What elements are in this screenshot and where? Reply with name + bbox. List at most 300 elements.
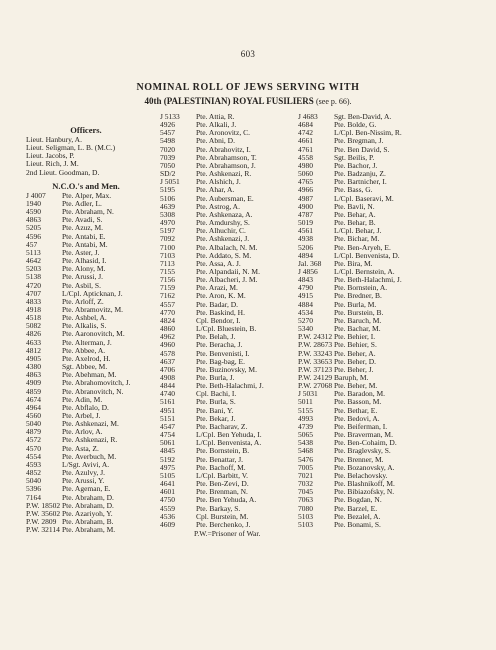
rank-and-name: Pte. Aron, K. M.: [196, 291, 246, 301]
service-number: 4909: [26, 378, 41, 388]
rank-and-name: Pte. Arloff, Z.: [62, 296, 104, 306]
nco-list-1: [26, 192, 146, 535]
rank-and-name: Pte. Aaronovitch, M.: [62, 329, 125, 339]
service-number: 4601: [160, 487, 175, 497]
service-number: 4559: [160, 503, 175, 513]
service-number: 5155: [298, 405, 313, 415]
rank-and-name: Pte. Antabi, E.: [62, 231, 106, 241]
rank-and-name: Pte. Bozanovsky, A.: [334, 462, 395, 472]
service-number: 4962: [160, 332, 175, 342]
service-number: 4863: [26, 215, 41, 225]
rank-and-name: Pte. Baradon, M.: [334, 389, 386, 399]
service-number: 5019: [298, 218, 313, 228]
rank-and-name: Pte. Bass, G.: [334, 185, 373, 195]
rank-and-name: Pte. Bekar, J.: [196, 413, 236, 423]
rank-and-name: Pte. Bacharav, Z.: [196, 421, 248, 431]
rank-and-name: Pte. Ben David, S.: [334, 144, 390, 154]
service-number: 5061: [160, 438, 175, 448]
rank-and-name: Cpl. Bachi, I.: [196, 389, 237, 399]
rank-and-name: Pte. Adin, M.: [62, 394, 103, 404]
rank-and-name: Pte. Abraham, D.: [62, 492, 114, 502]
rank-and-name: Pte. Astrog, A.: [196, 201, 240, 211]
service-number: 4593: [26, 459, 41, 469]
rank-and-name: Pte. Behar, B.: [334, 218, 376, 228]
service-number: 4993: [298, 413, 313, 423]
rank-and-name: Pte. Berchenko, J.: [196, 519, 251, 529]
rank-and-name: Pte. Antabi, M.: [62, 239, 108, 249]
officer-entry: Lieut. Jacobs, P.: [26, 151, 75, 161]
rank-and-name: Pte. Beiferman, I.: [334, 421, 388, 431]
rank-and-name: Pte. Azulvy, J.: [62, 468, 106, 478]
rank-and-name: L/Cpl. Bernstein, A.: [334, 266, 395, 276]
rank-and-name: Pte. Ahar, A.: [196, 185, 235, 195]
service-number: 7021: [298, 470, 313, 480]
rank-and-name: Pte. Bichar, M.: [334, 234, 380, 244]
rank-and-name: Pte. Ashkenazi, R.: [196, 169, 252, 179]
service-number: J 5133: [160, 112, 180, 121]
service-number: 4826: [26, 329, 41, 339]
service-number: 4960: [160, 340, 175, 350]
service-number: 457: [26, 239, 38, 249]
rank-and-name: Pte. Abramovitz, M.: [62, 304, 124, 314]
service-number: 7080: [298, 503, 313, 513]
rank-and-name: Pte. Aubersman, E.: [196, 193, 254, 203]
service-number: 4590: [26, 207, 41, 217]
rank-and-name: Pte. Abflalo, D.: [62, 402, 109, 412]
service-number: 4639: [160, 201, 175, 211]
rank-and-name: Pte. Abehman, M.: [62, 370, 117, 380]
roll-column-3: [298, 113, 402, 529]
service-number: 4642: [26, 256, 41, 266]
officer-entry: Lieut. Rich, J. M.: [26, 159, 79, 169]
rank-and-name: Pte. Alkali, J.: [196, 120, 237, 130]
service-number: J 5051: [160, 177, 180, 187]
service-number: 4742: [298, 128, 313, 138]
roll-column-1: [26, 113, 146, 534]
rank-and-name: L/Cpl. Barbitt, V.: [196, 470, 249, 480]
service-number: 4380: [26, 362, 41, 372]
rank-and-name: Pte. Ashkenazi, J.: [196, 234, 250, 244]
service-number: 5060: [298, 169, 313, 179]
rank-and-name: Pte. Beher, M.: [334, 381, 378, 391]
service-number: 4787: [298, 209, 313, 219]
rank-and-name: Pte. Bedovi, A.: [334, 413, 380, 423]
service-number: 5106: [160, 193, 175, 203]
service-number: 7039: [160, 152, 175, 162]
service-number: P.W. 35602: [26, 508, 61, 518]
rank-and-name: Pte. Burstein, B.: [334, 307, 384, 317]
service-number: 4852: [26, 468, 41, 478]
service-number: 5192: [160, 454, 175, 464]
roll-column-2: [160, 113, 264, 538]
service-number: 4863: [26, 370, 41, 380]
service-number: 4561: [298, 226, 313, 236]
service-number: 4674: [26, 394, 41, 404]
service-number: 4547: [160, 421, 175, 431]
service-number: 4572: [26, 435, 41, 445]
service-number: 4536: [160, 511, 175, 521]
rank-and-name: Pte. Beher, J.: [334, 364, 374, 374]
rank-and-name: Pte. Braverman, M.: [334, 430, 393, 440]
service-number: 4844: [160, 381, 175, 391]
service-number: 4833: [26, 296, 41, 306]
rank-and-name: Pte. Bregman, J.: [334, 136, 384, 146]
service-number: 4951: [160, 405, 175, 415]
rank-and-name: Pte. Behier, S.: [334, 340, 377, 350]
service-number: 4845: [160, 446, 175, 456]
service-number: 7155: [160, 266, 175, 276]
rank-and-name: Pte. Burla, S.: [196, 397, 236, 407]
service-number: 4518: [26, 313, 41, 323]
service-number: 7005: [298, 462, 313, 472]
rank-and-name: Pte. Arbel, J.: [62, 411, 101, 420]
service-number: J 5031: [298, 389, 318, 399]
service-number: 4578: [160, 348, 175, 358]
rank-and-name: Pte. Addato, S. M.: [196, 250, 252, 260]
rank-and-name: Pte. Ben Yehuda, A.: [196, 495, 257, 505]
service-number: 4706: [160, 364, 175, 374]
rank-and-name: Sgt. Beilis, P.: [334, 152, 375, 162]
service-number: 5206: [298, 242, 313, 252]
rank-and-name: Pte. Azariyoh, Y.: [62, 508, 113, 518]
rank-and-name: Pte. Bachar, M.: [334, 324, 381, 334]
rank-and-name: L/Cpl. Bluestein, B.: [196, 324, 257, 334]
rank-and-name: Pte. Beher, A.: [334, 348, 376, 358]
service-number: 5105: [160, 470, 175, 480]
service-number: P.W. 18502: [26, 500, 61, 510]
rank-and-name: Pte. Bartnicher, I.: [334, 177, 387, 187]
service-number: 1940: [26, 198, 41, 208]
rank-and-name: Pte. Alhuchir, C.: [196, 226, 246, 236]
service-number: SD/2: [160, 169, 176, 179]
service-number: 4633: [26, 337, 41, 347]
service-number: P.W. 27068: [298, 381, 333, 391]
service-number: 7020: [160, 144, 175, 154]
rank-and-name: Pte. Benvenisti, I.: [196, 348, 250, 358]
rank-and-name: Pte. Attia, R.: [196, 112, 235, 121]
rank-and-name: Pte. Abrahamson, J.: [196, 160, 256, 170]
service-number: 4740: [160, 389, 175, 399]
service-number: J 4007: [26, 190, 46, 200]
service-number: 4560: [26, 411, 41, 420]
rank-and-name: Pte. Alony, M.: [62, 264, 106, 274]
rank-and-name: Pte. Bira, M.: [334, 258, 373, 268]
rank-and-name: Pte. Bibiazofsky, N.: [334, 487, 395, 497]
service-number: 4894: [298, 250, 313, 260]
rank-and-name: Pte. Alper, Max.: [62, 190, 112, 200]
service-number: 4884: [298, 299, 313, 309]
service-number: P.W. 24312: [298, 332, 333, 342]
service-number: 5151: [160, 413, 175, 423]
service-number: 5468: [298, 446, 313, 456]
rank-and-name: Pte. Abraham, M.: [62, 525, 116, 535]
service-number: 5203: [26, 264, 41, 274]
service-number: 4596: [26, 231, 41, 241]
roll-entry: [26, 526, 146, 534]
rank-and-name: Pte. Burla, J.: [196, 373, 235, 382]
rank-and-name: Pte. Aster, J.: [62, 247, 100, 257]
rank-and-name: Pte. Amdurshy, S.: [196, 218, 250, 228]
service-number: Jal. 368: [298, 258, 322, 268]
rank-and-name: Pte. Azuz, M.: [62, 223, 104, 233]
service-number: 5476: [298, 454, 313, 464]
service-number: 4915: [298, 291, 313, 301]
rank-and-name: Pte. Bornstein, A.: [334, 283, 388, 293]
service-number: 4926: [160, 120, 175, 130]
service-number: 4739: [298, 421, 313, 431]
rank-and-name: Pte. Beth-Halachmi, J.: [196, 381, 264, 391]
rank-and-name: L/Cpl. Apticknan, J.: [62, 288, 123, 298]
rank-and-name: Pte. Averbuch, M.: [62, 451, 117, 461]
service-number: 5270: [298, 315, 313, 325]
rank-and-name: Pte. Bag-bag, E.: [196, 356, 245, 366]
service-number: 4843: [298, 275, 313, 285]
service-number: 4905: [26, 353, 41, 363]
rank-and-name: Pte. Beracha, J.: [196, 340, 243, 350]
rank-and-name: Pte. Ben-Aryeh, E.: [334, 242, 391, 252]
service-number: J 4683: [298, 112, 318, 121]
rank-and-name: Pte. Ashkenazi, R.: [62, 435, 118, 445]
service-number: 4975: [160, 462, 175, 472]
rank-and-name: Pte. Basson, M.: [334, 397, 382, 407]
rank-and-name: Sgt. Ben-David, A.: [334, 112, 392, 121]
service-number: 7032: [298, 479, 313, 489]
roll-subtitle-line: [0, 96, 496, 106]
rank-and-name: Pte. Arussi, Y.: [62, 476, 105, 486]
service-number: 4557: [160, 299, 175, 309]
officers-list: [26, 136, 146, 177]
rank-and-name: Pte. Beher, D.: [334, 356, 376, 366]
page-reference: (see p. 66).: [316, 97, 352, 106]
nco-list-3: [298, 113, 402, 529]
rank-and-name: Pte. Bornstein, B.: [196, 446, 250, 456]
rank-and-name: Pte. Ben-Cohaim, D.: [334, 438, 397, 448]
service-number: 4970: [160, 218, 175, 228]
rank-and-name: Sgt. Abbee, M.: [62, 362, 108, 372]
service-number: P.W. 24129: [298, 373, 333, 382]
service-number: 5103: [298, 511, 313, 521]
service-number: 7164: [26, 492, 41, 502]
rank-and-name: Pte. Bogdan, N.: [334, 495, 382, 505]
roll-title: NOMINAL ROLL OF JEWS SERVING WITH: [136, 82, 360, 93]
rank-and-name: Pte. Ashkenaza, A.: [196, 209, 253, 219]
rank-and-name: Pte. Bolde, G.: [334, 120, 377, 130]
rank-and-name: Pte. Bavli, N.: [334, 201, 375, 211]
service-number: 7050: [160, 160, 175, 170]
service-number: 5103: [298, 519, 313, 529]
service-number: 5457: [160, 128, 175, 138]
rank-and-name: Pte. Albacheri, J. M.: [196, 275, 258, 285]
roll-entry: [160, 521, 264, 529]
rank-and-name: Pte. Badar, D.: [196, 299, 238, 309]
service-number: 4964: [26, 402, 41, 412]
service-number: 4641: [160, 479, 175, 489]
rank-and-name: Pte. Albalach, N. M.: [196, 242, 258, 252]
service-number: P.W. 2809: [26, 517, 57, 527]
service-number: 7113: [160, 258, 175, 268]
rank-and-name: Pte. Buzinovsky, M.: [196, 364, 257, 374]
service-number: 5065: [298, 430, 313, 440]
service-number: 5205: [26, 223, 41, 233]
service-number: 7063: [298, 495, 313, 505]
service-number: 4812: [26, 345, 41, 355]
rank-and-name: Pte. Ageman, E.: [62, 484, 111, 494]
service-number: 4908: [160, 373, 175, 382]
rank-and-name: Pte. Abrahovitz, I.: [196, 144, 251, 154]
rank-and-name: Pte. Barzel, E.: [334, 503, 378, 513]
rank-and-name: Pte. Beth-Halachmi, J.: [334, 275, 402, 285]
service-number: 7103: [160, 250, 175, 260]
service-number: 7162: [160, 291, 175, 301]
service-number: P.W. 32114: [26, 525, 60, 535]
service-number: 7159: [160, 283, 175, 293]
rank-and-name: Pte. Arlov, A.: [62, 427, 103, 437]
rank-and-name: Pte. Asbil, S.: [62, 280, 101, 290]
rank-and-name: Pte. Adler, L.: [62, 198, 102, 208]
nco-list-2: [160, 113, 264, 529]
rank-and-name: Pte. Bachoff, M.: [196, 462, 246, 472]
service-number: 5438: [298, 438, 313, 448]
service-number: 7045: [298, 487, 313, 497]
officer-entry: Lieut. Seligman, L. B. (M.C.): [26, 143, 116, 153]
rank-and-name: L/Cpl. Ben-Nissim, R.: [334, 128, 402, 138]
service-number: 5197: [160, 226, 175, 236]
rank-and-name: Pte. Avadi, S.: [62, 215, 103, 225]
rank-and-name: Pte. Arazi, M.: [196, 283, 238, 293]
page-number: 603: [240, 49, 256, 59]
service-number: P.W. 28673: [298, 340, 333, 350]
rank-and-name: Pte. Bani, Y.: [196, 405, 234, 415]
rank-and-name: L/Cpl. Benvenista, D.: [334, 250, 400, 260]
service-number: 5113: [26, 247, 41, 257]
service-number: 4750: [160, 495, 175, 505]
service-number: 4765: [298, 177, 313, 187]
rank-and-name: Pte. Ben-Zevi, D.: [196, 479, 249, 489]
rank-and-name: Pte. Bezalel, A.: [334, 511, 381, 521]
rank-and-name: Pte. Benattar, J.: [196, 454, 243, 464]
rank-and-name: Pte. Alterman, J.: [62, 337, 112, 347]
service-number: 4770: [160, 307, 175, 317]
rank-and-name: Pte. Alshich, J.: [196, 177, 241, 187]
roll-subtitle: 40th (PALESTINIAN) ROYAL FUSILIERS: [144, 96, 314, 106]
officer-entry: Lieut. Hanbury, A.: [26, 135, 82, 144]
rank-and-name: L/Sgt. Avivi, A.: [62, 459, 110, 469]
rank-and-name: Pte. Aronovitz, C.: [196, 128, 250, 138]
rank-and-name: Pte. Abrahomovitch, J.: [62, 378, 131, 388]
rank-and-name: Pte. Alhasid, I.: [62, 256, 107, 266]
service-number: 4661: [298, 136, 313, 146]
service-number: 4879: [26, 427, 41, 437]
service-number: 4637: [160, 356, 175, 366]
service-number: 5498: [160, 136, 175, 146]
rank-and-name: Pte. Bredner, B.: [334, 291, 382, 301]
service-number: 4966: [298, 185, 313, 195]
service-number: 5011: [298, 397, 313, 407]
service-number: 4707: [26, 288, 41, 298]
service-number: 5340: [298, 324, 313, 334]
rank-and-name: L/Cpl. Benvenista, A.: [196, 438, 262, 448]
nco-heading: N.C.O.'s and Men.: [52, 180, 120, 191]
rank-and-name: Pte. Brenman, N.: [196, 487, 248, 497]
rank-and-name: Pte. Barkay, S.: [196, 503, 241, 513]
rank-and-name: Pte. Bachor, J.: [334, 160, 378, 170]
service-number: 5040: [26, 419, 41, 429]
rank-and-name: Pte. Abraham, D.: [62, 500, 114, 510]
service-number: 4558: [298, 152, 313, 162]
service-number: 4938: [298, 234, 313, 244]
pw-note: P.W.=Prisoner of War.: [194, 528, 261, 538]
rank-and-name: Pte. Abrahamson, T.: [196, 152, 257, 162]
rank-and-name: Pte. Abraham, N.: [62, 207, 114, 217]
rank-and-name: L/Cpl. Ben Yehuda, I.: [196, 430, 262, 440]
service-number: 5308: [160, 209, 175, 219]
service-number: 4859: [26, 386, 41, 396]
rank-and-name: Pte. Baskind, H.: [196, 307, 245, 317]
rank-and-name: Pte. Burla, M.: [334, 299, 377, 309]
service-number: 4918: [26, 304, 41, 314]
rank-and-name: Pte. Badzanju, Z.: [334, 169, 386, 179]
rank-and-name: Pte. Abraham, B.: [62, 517, 114, 527]
service-number: P.W. 33243: [298, 348, 333, 358]
rank-and-name: Pte. Arussi, J.: [62, 272, 104, 282]
service-number: 4761: [298, 144, 313, 154]
service-number: P.W. 33653: [298, 356, 333, 366]
service-number: 7092: [160, 234, 175, 244]
service-number: 4790: [298, 283, 313, 293]
service-number: J 4856: [298, 266, 318, 276]
officer-entry: 2nd Lieut. Goodman, D.: [26, 167, 100, 177]
rank-and-name: Baruph, M.: [334, 373, 369, 382]
rank-and-name: Pte. Asta, Z.: [62, 443, 99, 453]
service-number: 4980: [298, 160, 313, 170]
rank-and-name: Pte. Bonami, S.: [334, 519, 381, 529]
rank-and-name: Pte. Belah, J.: [196, 332, 236, 342]
rank-and-name: Pte. Ashkenazi, M.: [62, 419, 119, 429]
service-number: 5396: [26, 484, 41, 494]
service-number: 4720: [26, 280, 41, 290]
rank-and-name: Pte. Ashbel, A.: [62, 313, 107, 323]
service-number: 5161: [160, 397, 175, 407]
rank-and-name: Pte. Assa, A. J.: [196, 258, 241, 268]
service-number: 4570: [26, 443, 41, 453]
rank-and-name: L/Cpl. Baseravi, M.: [334, 193, 394, 203]
service-number: 4754: [160, 430, 175, 440]
rank-and-name: Cpl. Bendor, I.: [196, 315, 241, 325]
service-number: 5082: [26, 321, 41, 331]
rank-and-name: Pte. Brenner, M.: [334, 454, 384, 464]
service-number: 4860: [160, 324, 175, 334]
rank-and-name: Pte. Alpandaii, N. M.: [196, 266, 260, 276]
rank-and-name: L/Cpl. Behar, J.: [334, 226, 382, 236]
service-number: 5040: [26, 476, 41, 486]
rank-and-name: Pte. Baruch, M.: [334, 315, 382, 325]
rank-and-name: Pte. Abbee, A.: [62, 345, 106, 355]
rank-and-name: Cpl. Burstein, M.: [196, 511, 249, 521]
rank-and-name: Pte. Axelrod, H.: [62, 353, 111, 363]
service-number: 7100: [160, 242, 175, 252]
rank-and-name: Pte. Blashnikoff, M.: [334, 479, 395, 489]
rank-and-name: Pte. Bethar, E.: [334, 405, 378, 415]
service-number: 5195: [160, 185, 175, 195]
rank-and-name: Pte. Behar, A.: [334, 209, 376, 219]
service-number: P.W. 37123: [298, 364, 333, 374]
service-number: 4684: [298, 120, 313, 130]
rank-and-name: Pte. Braglevsky, S.: [334, 446, 391, 456]
rank-and-name: Pte. Abranovitch, N.: [62, 386, 124, 396]
officers-heading: Officers.: [70, 125, 102, 135]
service-number: 7156: [160, 275, 175, 285]
service-number: 4900: [298, 201, 313, 211]
